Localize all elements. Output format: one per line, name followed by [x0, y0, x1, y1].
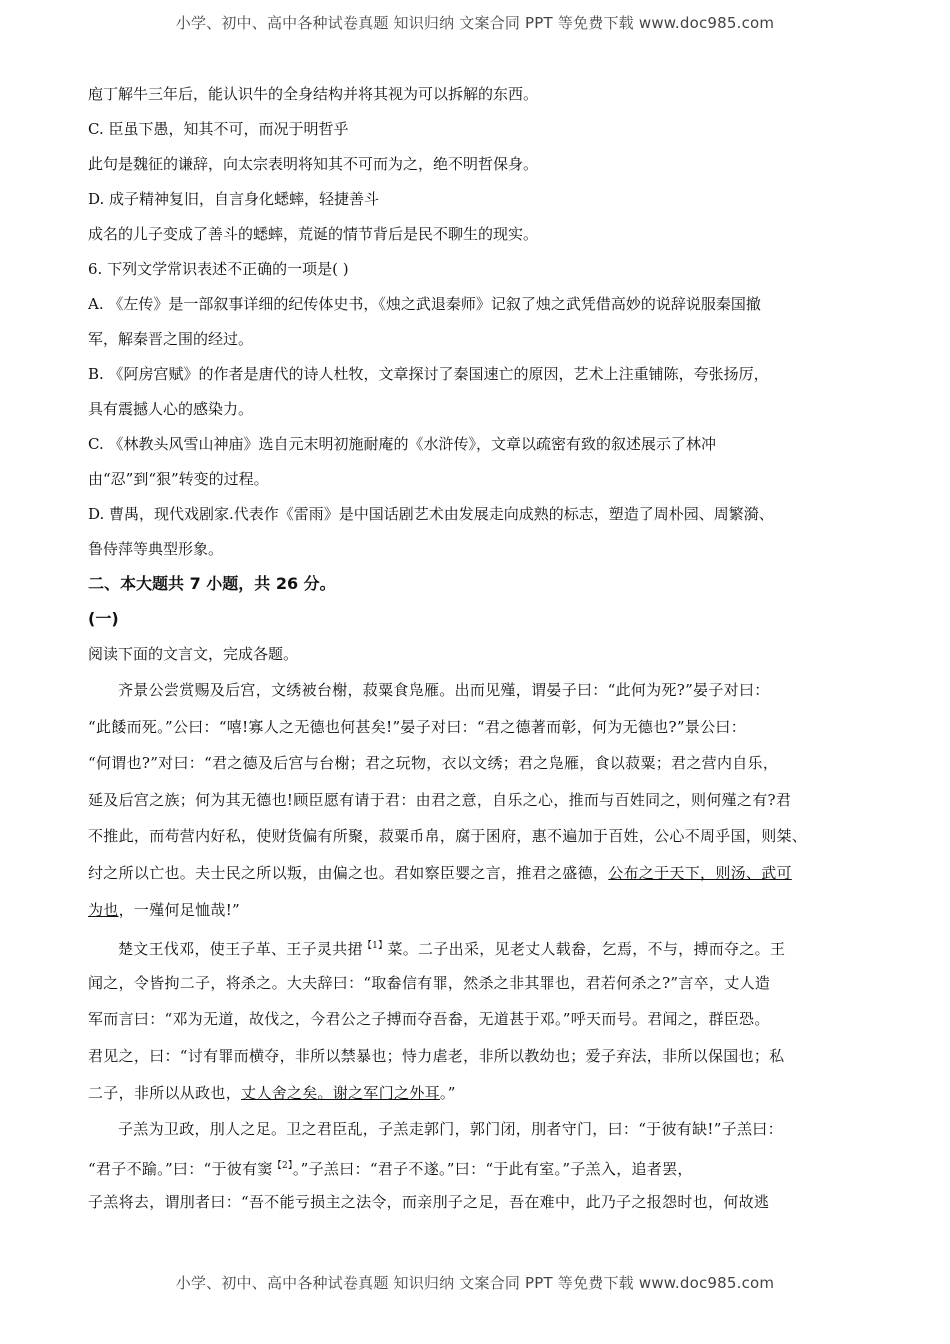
passage-line	[88, 935, 868, 972]
passage-line: “此餧而死。”公曰：“嘻!寡人之无德也何甚矣!”晏子对曰：“君之德著而彰，何为无德也?”景公曰：	[88, 717, 747, 736]
passage-line: 延及后宫之族；何为其无德也!顾臣愿有请于君：由君之意，自乐之心，推而与百姓同之，则何殣之有?君	[88, 790, 792, 809]
option-a: A. 《左传》是一部叙事详细的纪传体史书，《烛之武退秦师》记叙了烛之武凭借高妙的说辞说服秦国撤	[88, 295, 761, 313]
text-span: 菜。二子出采，见老丈人载畚，乞焉，不与，搏而夺之。王	[387, 940, 786, 959]
passage-line: 君见之，曰：“讨有罪而横夺，非所以禁暴也；恃力虐老，非所以教幼也；爱子弃法，非所以保国也；私	[88, 1046, 785, 1065]
passage-line: 军而言曰：“邓为无道，故伐之，今君公之子搏而夺吾畚，无道甚于邓。”呼天而号。君闻之，群臣恐。	[88, 1010, 770, 1029]
question-5-continued	[88, 84, 868, 259]
text-line: 军，解秦晋之围的经过。	[88, 330, 254, 348]
passage-line	[88, 1082, 868, 1119]
question-stem: 6. 下列文学常识表述不正确的一项是( )	[88, 260, 349, 278]
passage-line	[88, 899, 868, 936]
option-d: D. 曹禺，现代戏剧家.代表作《雷雨》是中国话剧艺术由发展走向成熟的标志，塑造了周朴园、周繁漪、	[88, 505, 774, 523]
passage-line: “何谓也?”对曰：“君之德及后宫与台榭；君之玩物，衣以文绣；君之凫雁，食以菽粟；君之营内自乐，	[88, 754, 779, 773]
text-line: 此句是魏征的谦辞，向太宗表明将知其不可而为之，绝不明哲保身。	[88, 155, 539, 173]
underlined-sentence: 丈人舍之矣。谢之军门之外耳	[241, 1083, 440, 1102]
text-line: 具有震撼人心的感染力。	[88, 400, 254, 418]
passage-line	[88, 1155, 868, 1192]
passage-line: 子羔将去，谓刖者曰：“吾不能亏损主之法令，而亲刖子之足，吾在难中，此乃子之报怨时也，何故逃	[88, 1193, 770, 1212]
text-span: 。”	[439, 1083, 456, 1102]
section-title: 二、本大题共 7 小题，共 26 分。	[88, 574, 336, 593]
text-line: 由“忍”到“狠”转变的过程。	[88, 470, 269, 488]
question-6	[88, 259, 868, 574]
text-line: 鲁侍萍等典型形象。	[88, 540, 224, 558]
passage-line: 闻之，令皆拘二子，将杀之。大夫辞曰：“取畚信有罪，然杀之非其罪也，君若何杀之?”言卒，丈人造	[88, 973, 771, 992]
passage-line: 不推此，而苟营内好私，使财货偏有所聚，菽粟币帛，腐于囷府，惠不遍加于百姓，公心不周乎国，则桀、	[88, 827, 808, 846]
text-span: 。”子羔曰：“君子不遂。”曰：“于此有室。”子羔入，追者罢，	[292, 1159, 693, 1178]
text-span: “君子不踰。”曰：“于彼有窦	[88, 1159, 273, 1178]
footnote-marker: 【1】	[362, 941, 388, 952]
text-span: ，一殣何足恤哉!”	[118, 900, 241, 919]
page-header: 小学、初中、高中各种试卷真题 知识归纳 文案合同 PPT 等免费下载 www.doc985.com	[175, 14, 775, 32]
underlined-sentence: 公布之于天下，则汤、武可	[608, 863, 792, 882]
passage-line	[88, 862, 868, 899]
underlined-sentence: 为也	[88, 900, 119, 919]
passage-line: 齐景公尝赏赐及后宫，文绣被台榭，菽粟食凫雁。出而见殣，谓晏子曰：“此何为死?”晏子对曰：	[118, 681, 770, 699]
text-span: 二子，非所以从政也，	[88, 1083, 242, 1102]
classical-passage	[88, 679, 868, 1228]
text-line: 庖丁解牛三年后，能认识牛的全身结构并将其视为可以拆解的东西。	[88, 85, 539, 103]
passage-line: 子羔为卫政，刖人之足。卫之君臣乱，子羔走郭门，郭门闭，刖者守门，曰：“于彼有缺!”子羔曰：	[118, 1120, 783, 1139]
document-body	[88, 84, 868, 1228]
option-b: B. 《阿房宫赋》的作者是唐代的诗人杜牧，文章探讨了秦国速亡的原因，艺术上注重铺陈，夸张扬厉，	[88, 365, 769, 383]
option-c: C. 《林教头风雪山神庙》选自元末明初施耐庵的《水浒传》，文章以疏密有致的叙述展示了林冲	[88, 435, 716, 453]
text-line: 成名的儿子变成了善斗的蟋蟀，荒诞的情节背后是民不聊生的现实。	[88, 225, 539, 243]
page-footer: 小学、初中、高中各种试卷真题 知识归纳 文案合同 PPT 等免费下载 www.doc985.com	[175, 1274, 775, 1292]
text-span: 楚文王伐邓，使王子革、王子灵共捃	[118, 940, 363, 959]
instruction: 阅读下面的文言文，完成各题。	[88, 645, 299, 663]
subsection-title: (一)	[88, 609, 119, 628]
footnote-marker: 【2】	[272, 1160, 293, 1171]
option-c: C. 臣虽下愚，知其不可，而况于明哲乎	[88, 120, 349, 138]
text-span: 纣之所以亡也。夫士民之所以叛，由偏之也。君如察臣婴之言，推君之盛德，	[88, 863, 609, 882]
option-d: D. 成子精神复旧，自言身化蟋蟀，轻捷善斗	[88, 190, 380, 208]
